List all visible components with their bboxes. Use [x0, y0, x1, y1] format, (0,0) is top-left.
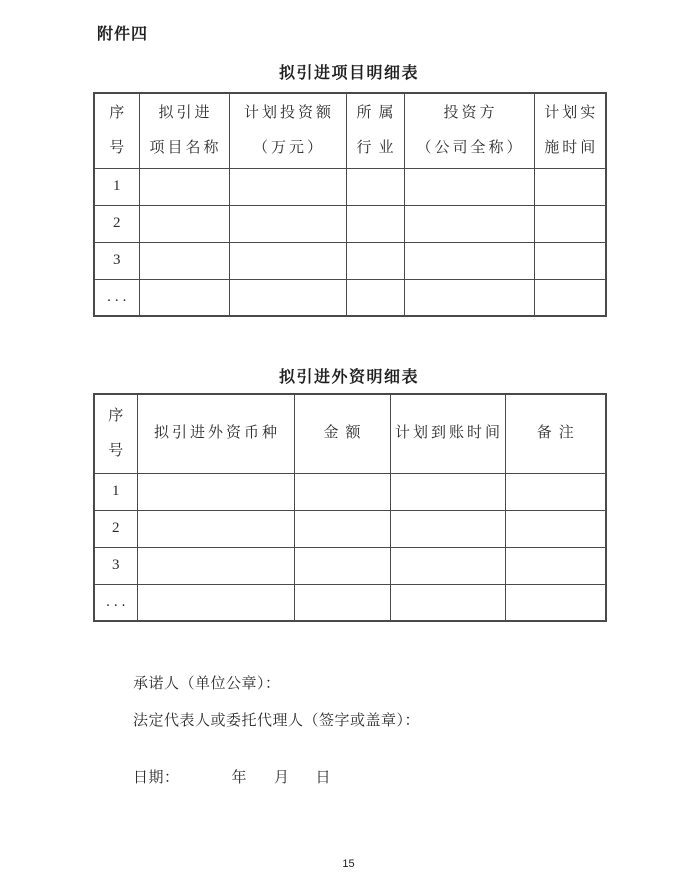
- header-cell-amount: [294, 394, 390, 473]
- empty-cell: [534, 279, 606, 316]
- header-cell-seq: [94, 394, 137, 473]
- legal-representative-line: 法定代表人或委托代理人（签字或盖章）：: [133, 713, 421, 729]
- date-month-label: 月: [274, 770, 290, 786]
- empty-cell: [139, 168, 229, 205]
- table-row: [94, 205, 606, 242]
- header-cell-project-name: [139, 93, 229, 168]
- table-row: [94, 168, 606, 205]
- header-text: 行业: [356, 139, 401, 156]
- header-row: [94, 394, 606, 473]
- table-row: [94, 510, 606, 547]
- header-text: 序: [108, 407, 127, 424]
- empty-cell: [294, 547, 390, 584]
- empty-cell: [137, 473, 294, 510]
- empty-cell: [404, 205, 534, 242]
- row-number-cell: 2: [94, 205, 139, 242]
- empty-cell: [229, 205, 346, 242]
- empty-cell: [229, 279, 346, 316]
- header-cell-currency: [137, 394, 294, 473]
- foreign-capital-table-title: 拟引进外资明细表: [278, 369, 419, 386]
- date-day-label: 日: [315, 770, 332, 786]
- header-text: （万元）: [252, 139, 325, 156]
- empty-cell: [390, 473, 505, 510]
- row-number-cell: 1: [94, 473, 137, 510]
- header-cell-planned-time: [534, 93, 606, 168]
- header-text: 序: [109, 104, 128, 121]
- row-number-cell: 3: [94, 547, 137, 584]
- date-line: [133, 766, 331, 787]
- header-text: 拟引进: [158, 104, 213, 121]
- empty-cell: [229, 242, 346, 279]
- empty-cell: [505, 584, 606, 621]
- empty-cell: [390, 510, 505, 547]
- proposed-projects-table: [93, 92, 607, 317]
- empty-cell: [137, 510, 294, 547]
- empty-cell: [346, 279, 404, 316]
- header-cell-seq: [94, 93, 139, 168]
- header-text: 施时间: [544, 139, 599, 156]
- empty-cell: [404, 242, 534, 279]
- empty-cell: [139, 279, 229, 316]
- empty-cell: [229, 168, 346, 205]
- empty-cell: [294, 510, 390, 547]
- table-row: [94, 547, 606, 584]
- row-number-cell: 1: [94, 168, 139, 205]
- empty-cell: [346, 205, 404, 242]
- date-year-label: 年: [231, 770, 248, 786]
- empty-cell: [505, 473, 606, 510]
- empty-cell: [534, 205, 606, 242]
- empty-cell: [390, 547, 505, 584]
- empty-cell: [137, 547, 294, 584]
- empty-cell: [294, 473, 390, 510]
- empty-cell: [139, 242, 229, 279]
- table-row: [94, 473, 606, 510]
- header-text: 号: [108, 442, 127, 459]
- table-row: [94, 279, 606, 316]
- header-row: [94, 93, 606, 168]
- header-text: 计划投资额: [243, 104, 334, 121]
- page-number: 15: [342, 858, 355, 870]
- header-cell-arrival-time: [390, 394, 505, 473]
- row-number-cell: 2: [94, 510, 137, 547]
- row-number-cell: ...: [94, 584, 137, 621]
- row-number-cell: 3: [94, 242, 139, 279]
- empty-cell: [534, 242, 606, 279]
- empty-cell: [139, 205, 229, 242]
- date-label: 日期：: [133, 770, 180, 786]
- empty-cell: [346, 168, 404, 205]
- row-number-cell: ...: [94, 279, 139, 316]
- table-row: [94, 584, 606, 621]
- header-text: 投资方: [443, 104, 498, 121]
- header-text: 所属: [356, 104, 401, 121]
- empty-cell: [505, 510, 606, 547]
- header-text: 计划实: [544, 104, 599, 121]
- empty-cell: [137, 584, 294, 621]
- empty-cell: [534, 168, 606, 205]
- empty-cell: [505, 547, 606, 584]
- projects-table-title: 拟引进项目明细表: [278, 65, 419, 82]
- header-text: 金额: [323, 425, 368, 442]
- header-text: 拟引进外资币种: [153, 425, 280, 442]
- header-text: 项目名称: [149, 139, 222, 156]
- foreign-capital-table: [93, 393, 607, 622]
- header-cell-industry: [346, 93, 404, 168]
- empty-cell: [294, 584, 390, 621]
- attachment-label: 附件四: [97, 26, 149, 43]
- header-text: 备注: [536, 425, 581, 442]
- table-row: [94, 242, 606, 279]
- empty-cell: [404, 168, 534, 205]
- promiser-seal-line: 承诺人（单位公章）：: [133, 676, 281, 692]
- empty-cell: [404, 279, 534, 316]
- header-text: 计划到账时间: [394, 425, 503, 442]
- header-text: （公司全称）: [416, 139, 525, 156]
- header-text: 号: [109, 139, 128, 156]
- empty-cell: [346, 242, 404, 279]
- header-cell-investor: [404, 93, 534, 168]
- empty-cell: [390, 584, 505, 621]
- header-cell-remarks: [505, 394, 606, 473]
- header-cell-planned-investment: [229, 93, 346, 168]
